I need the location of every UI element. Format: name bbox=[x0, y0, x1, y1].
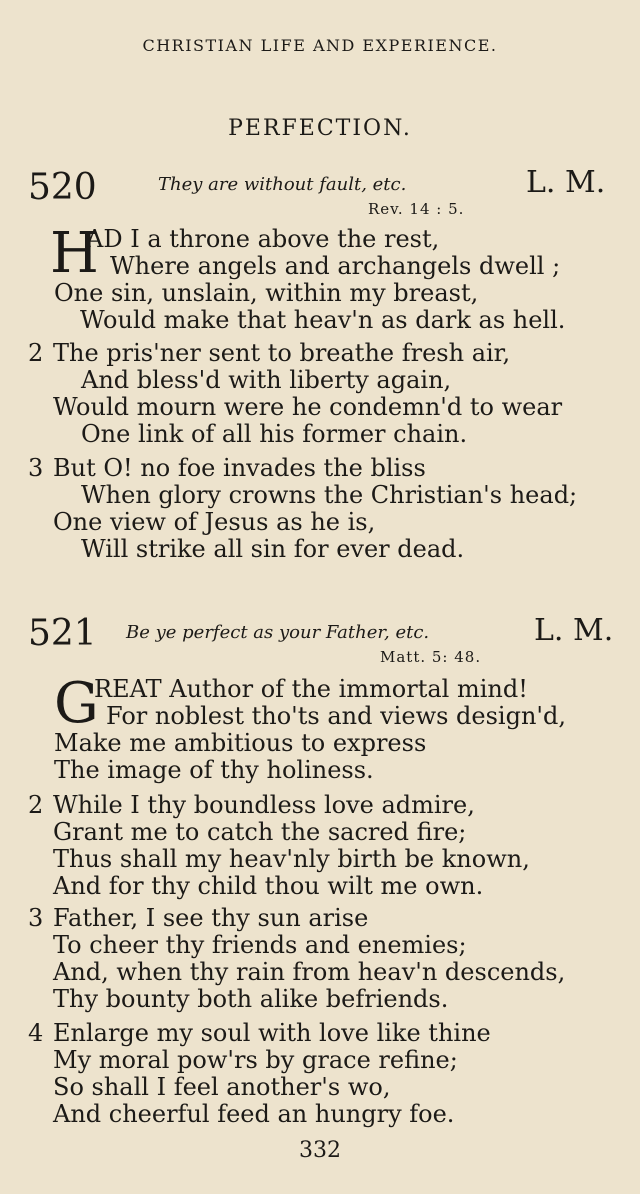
drop-cap: G bbox=[54, 671, 99, 736]
verse-line: Would mourn were he condemn'd to wear bbox=[53, 393, 563, 421]
verse-line: But O! no foe invades the bliss bbox=[53, 454, 426, 482]
hymn-first-line: They are without fault, etc. bbox=[158, 174, 407, 195]
stanza-number: 4 bbox=[28, 1019, 44, 1047]
verse-line: Where angels and archangels dwell ; bbox=[110, 252, 561, 280]
stanza bbox=[28, 455, 577, 563]
hymn-number: 520 bbox=[28, 167, 97, 208]
verse-line: Thus shall my heav'nly birth be known, bbox=[53, 845, 530, 873]
hymn-first-line: Be ye perfect as your Father, etc. bbox=[126, 622, 430, 643]
stanza bbox=[28, 792, 530, 900]
page-number: 332 bbox=[299, 1138, 341, 1163]
stanza bbox=[54, 671, 567, 784]
stanza-number: 3 bbox=[28, 904, 44, 932]
verse-line: The image of thy holiness. bbox=[54, 756, 374, 784]
verse-line: Grant me to catch the sacred fire; bbox=[53, 818, 467, 846]
verse-line: One view of Jesus as he is, bbox=[53, 508, 376, 536]
verse-line: Would make that heav'n as dark as hell. bbox=[80, 306, 566, 334]
stanza bbox=[50, 221, 566, 334]
hymn-meter: L. M. bbox=[534, 613, 614, 648]
verse-line: One link of all his former chain. bbox=[81, 420, 468, 448]
stanza-number: 2 bbox=[28, 791, 44, 819]
stanza bbox=[28, 340, 562, 448]
verse-line: REAT Author of the immortal mind! bbox=[94, 675, 528, 703]
verse-line: Enlarge my soul with love like thine bbox=[53, 1019, 491, 1047]
verse-line: So shall I feel another's wo, bbox=[53, 1073, 391, 1101]
scripture-reference: Rev. 14 : 5. bbox=[368, 200, 465, 218]
verse-line: To cheer thy friends and enemies; bbox=[53, 931, 467, 959]
drop-cap: H bbox=[50, 221, 99, 286]
verse-line: While I thy boundless love admire, bbox=[53, 791, 475, 819]
verse-line: And bless'd with liberty again, bbox=[81, 366, 452, 394]
verse-line: And, when thy rain from heav'n descends, bbox=[53, 958, 566, 986]
verse-line: And cheerful feed an hungry foe. bbox=[53, 1100, 455, 1128]
verse-line: Father, I see thy sun arise bbox=[53, 904, 369, 932]
stanza-number: 3 bbox=[28, 454, 44, 482]
stanza bbox=[28, 905, 565, 1013]
verse-line: One sin, unslain, within my breast, bbox=[54, 279, 479, 307]
verse-line: AD I a throne above the rest, bbox=[86, 225, 440, 253]
section-title: PERFECTION. bbox=[228, 116, 412, 141]
verse-line: When glory crowns the Christian's head; bbox=[81, 481, 578, 509]
verse-line: For noblest tho'ts and views design'd, bbox=[106, 702, 567, 730]
stanza-number: 2 bbox=[28, 339, 44, 367]
hymn-number: 521 bbox=[28, 613, 97, 654]
hymn-meter: L. M. bbox=[526, 165, 606, 200]
verse-line: My moral pow'rs by grace refine; bbox=[53, 1046, 458, 1074]
verse-line: The pris'ner sent to breathe fresh air, bbox=[53, 339, 511, 367]
verse-line: And for thy child thou wilt me own. bbox=[53, 872, 484, 900]
verse-line: Make me ambitious to express bbox=[54, 729, 427, 757]
running-head: CHRISTIAN LIFE AND EXPERIENCE. bbox=[142, 36, 498, 55]
stanza bbox=[28, 1020, 491, 1128]
verse-line: Will strike all sin for ever dead. bbox=[81, 535, 465, 563]
scripture-reference: Matt. 5: 48. bbox=[380, 648, 482, 666]
verse-line: Thy bounty both alike befriends. bbox=[53, 985, 449, 1013]
